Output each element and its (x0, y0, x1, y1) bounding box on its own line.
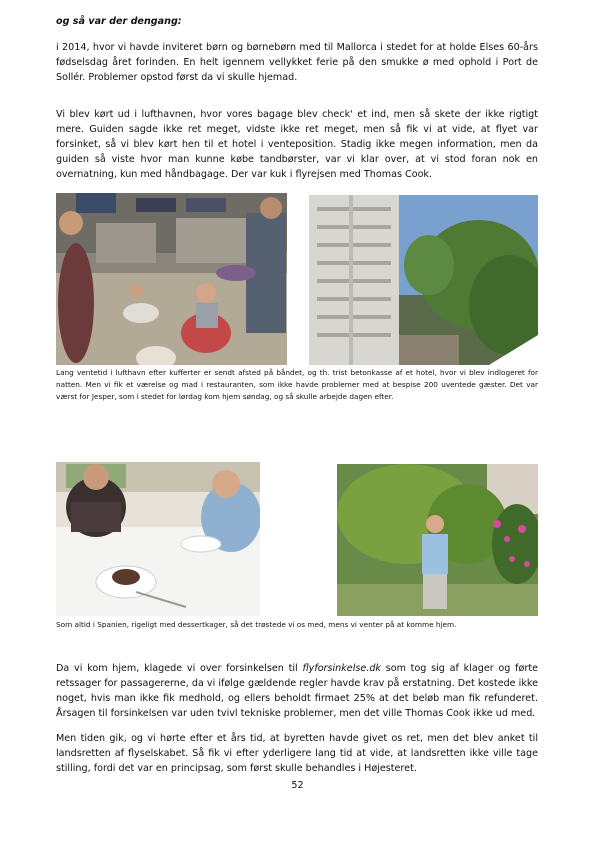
paragraph-complaint-end: som tog sig af klager og førte retssager for passagererne, da vi ifølge gældende regler havde krav på erstatning. Det kostede ikke noget, hvis man ikke fik medhold, og ellers beholdt firmaet 25% at det beløb man fik refunderet. Årsagen til forsinkelsen var uden tvivl tekniske problemer, men det ville Thomas Cook ikke ud med. (56, 663, 538, 719)
flyforsinkelse-link[interactable]: flyforsinkelse.dk (302, 663, 381, 674)
paragraph-court: Men tiden gik, og vi hørte efter et års tid, at byretten havde givet os ret, men det blev anket til landsretten af flyselskabet. Så fik vi efter yderligere lang tid at vide, at landsretten ikke ville tage stilling, fordi det var en principsag, som først skulle behandles i Højesteret. (56, 733, 538, 774)
paragraph-airport: Vi blev kørt ud i lufthavnen, hvor vores bagage blev check' et ind, men så skete der ikke rigtigt mere. Guiden sagde ikke ret meget, vidste ikke ret meget, men så fik vi at vide, at flyet var forsinket, så vi blev kørt hen til et hotel i venteposition. Stadig ikke megen information, men da guiden så viste hvor man kunne købe tandbørster, var vi klar over, at vi stod foran nok en overnatning, kun med håndbagage. Der var kuk i flyrejsen med Thomas Cook. (56, 109, 538, 180)
caption-dessert: Som altid i Spanien, rigeligt med dessertkager, så det trøstede vi os med, mens vi venter på at komme hjem. (56, 620, 457, 629)
page-number: 52 (291, 780, 304, 791)
paragraph-intro: i 2014, hvor vi havde inviteret børn og børnebørn med til Mallorca i stedet for at holde Elses 60-års fødselsdag året forinden. En helt igennem vellykket ferie på den smukke ø med ophold i Port de Sollér. Problemer opstod først da vi skulle hjemad. (56, 42, 538, 83)
paragraph-complaint-start: Da vi kom hjem, klagede vi over forsinkelsen til (56, 663, 303, 674)
caption-airport-hotel: Lang ventetid i lufthavn efter kufferter er sendt afsted på båndet, og th. trist betonkasse af et hotel, hvor vi blev indlogeret for natten. Men vi fik et værelse og mad i restauranten, som ikke havde problemer med at bespise 200 uventede gæster. Det var værst for Jesper, som i stedet for lørdag kom hjem søndag, og så skulle arbejde dagen efter. (56, 368, 538, 401)
paragraph-complaint (56, 661, 538, 721)
photo-hotel-building (309, 195, 538, 365)
section-heading: og så var der dengang: (56, 16, 182, 27)
photo-airport-waiting (56, 193, 287, 365)
photo-woman-garden (337, 464, 538, 616)
photo-dessert-table (56, 462, 260, 616)
